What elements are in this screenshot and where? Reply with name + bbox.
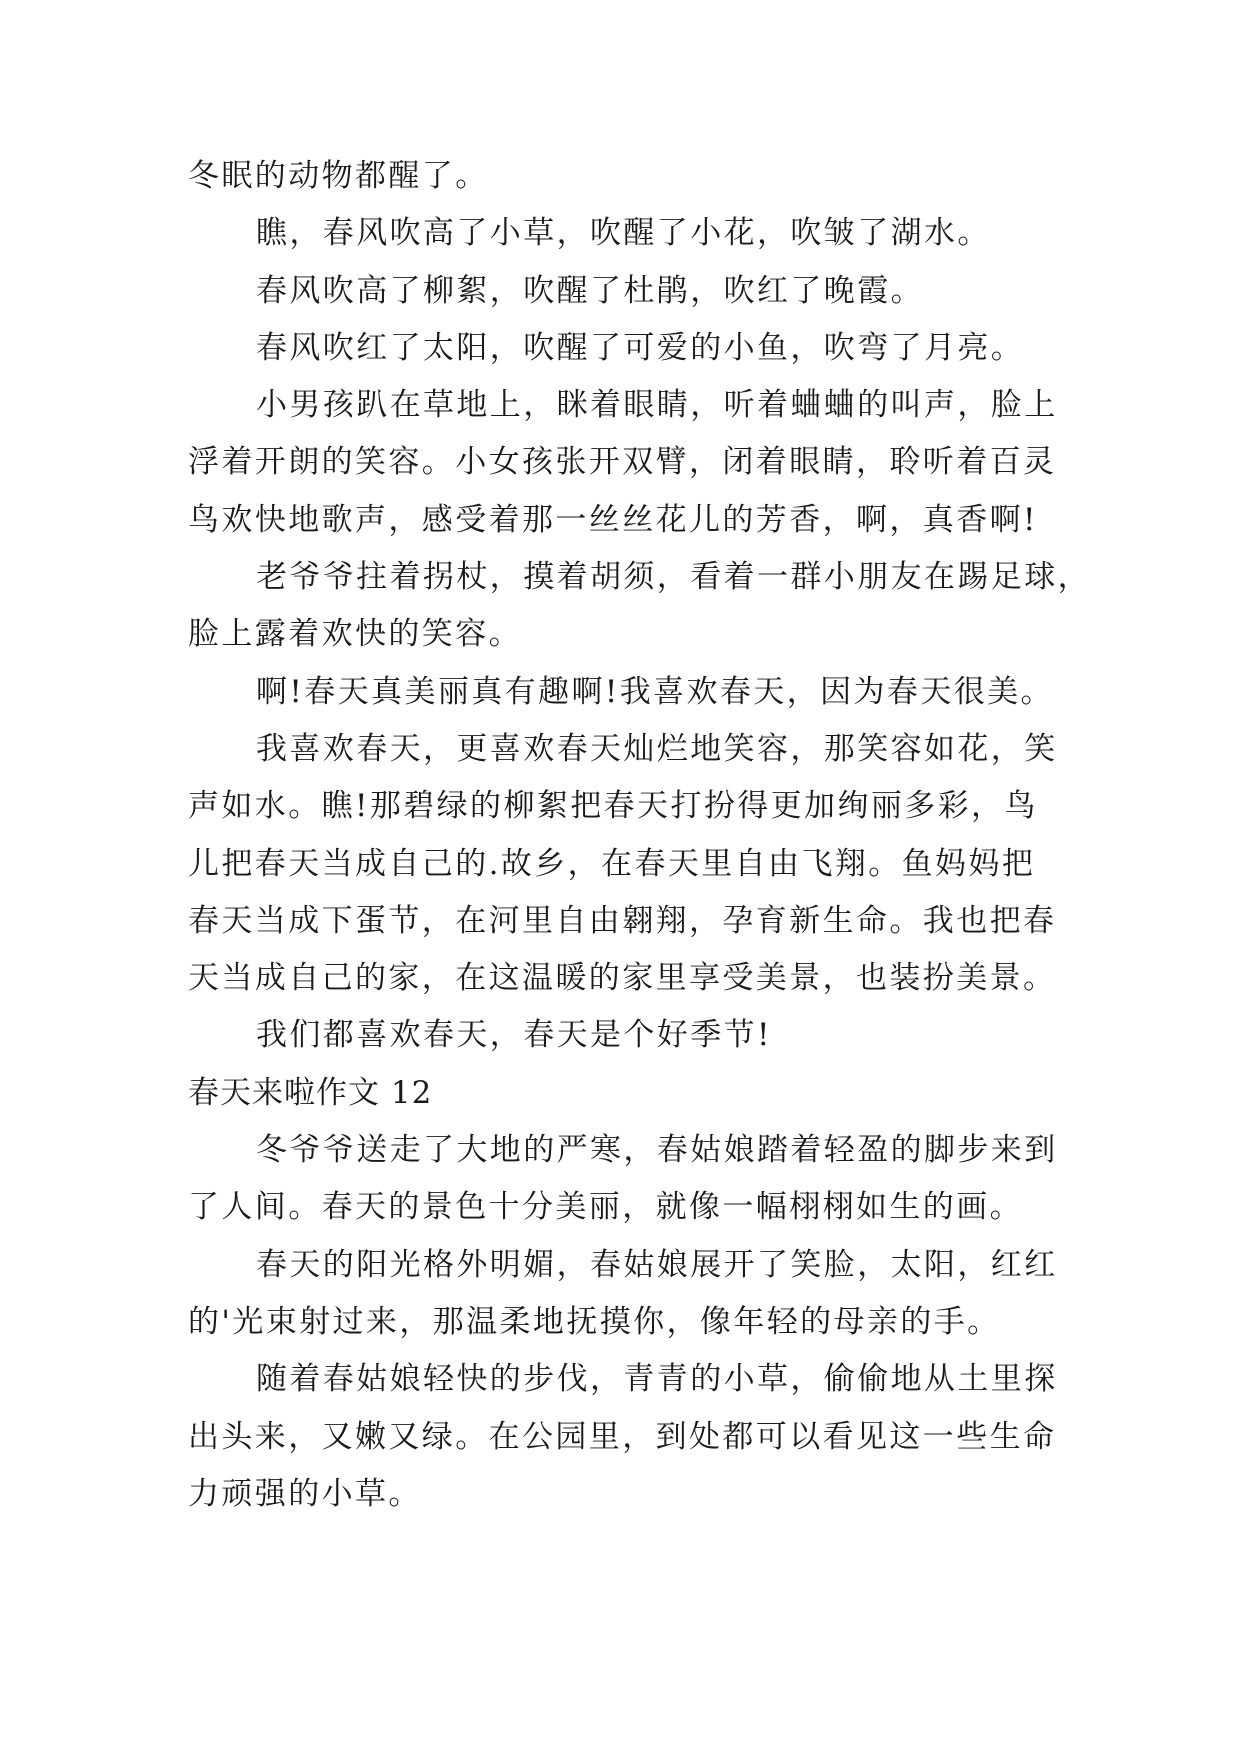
text-line: 春天的阳光格外明媚，春姑娘展开了笑脸，太阳，红红: [256, 1246, 1058, 1283]
text-line: 儿把春天当成自己的.故乡，在春天里自由飞翔。鱼妈妈把: [188, 845, 1036, 882]
text-line: 小男孩趴在草地上，眯着眼睛，听着蛐蛐的叫声，脸上: [256, 387, 1058, 424]
text-line: 老爷爷拄着拐杖，摸着胡须，看着一群小朋友在踢足球，: [256, 559, 1091, 596]
text-line: 我喜欢春天，更喜欢春天灿烂地笑容，那笑容如花，笑: [256, 730, 1058, 767]
text-line: 脸上露着欢快的笑容。: [188, 616, 522, 653]
text-line: 冬爷爷送走了大地的严寒，春姑娘踏着轻盈的脚步来到: [256, 1132, 1058, 1169]
text-line: 春风吹红了太阳，吹醒了可爱的小鱼，吹弯了月亮。: [256, 329, 1025, 366]
text-line: 瞧，春风吹高了小草，吹醒了小花，吹皱了湖水。: [256, 215, 991, 252]
text-line: 天当成自己的家，在这温暖的家里享受美景，也装扮美景。: [188, 960, 1057, 997]
text-line: 出头来，又嫩又绿。在公园里，到处都可以看见这一些生命: [188, 1418, 1057, 1455]
text-line: 了人间。春天的景色十分美丽，就像一幅栩栩如生的画。: [188, 1189, 1023, 1226]
text-line: 声如水。瞧!那碧绿的柳絮把春天打扮得更加绚丽多彩，鸟: [188, 788, 1038, 825]
text-line: 力顽强的小草。: [188, 1475, 422, 1512]
text-line: 浮着开朗的笑容。小女孩张开双臂，闭着眼睛，聆听着百灵: [188, 444, 1057, 481]
text-line: 随着春姑娘轻快的步伐，青青的小草，偷偷地从土里探: [256, 1361, 1058, 1398]
text-line: 春风吹高了柳絮，吹醒了杜鹃，吹红了晚霞。: [256, 272, 924, 309]
text-line: 春天当成下蛋节，在河里自由翱翔，孕育新生命。我也把春: [188, 902, 1057, 939]
text-line: 鸟欢快地歌声，感受着那一丝丝花儿的芳香，啊，真香啊!: [188, 501, 1038, 538]
text-line: 的'光束射过来，那温柔地抚摸你，像年轻的母亲的手。: [188, 1303, 1001, 1340]
text-line: 我们都喜欢春天，春天是个好季节!: [256, 1017, 772, 1054]
document-body: [188, 148, 1091, 1523]
text-line: 冬眠的动物都醒了。: [188, 158, 489, 194]
section-heading: 春天来啦作文 12: [188, 1074, 433, 1111]
text-line: 啊!春天真美丽真有趣啊!我喜欢春天，因为春天很美。: [256, 673, 1054, 710]
